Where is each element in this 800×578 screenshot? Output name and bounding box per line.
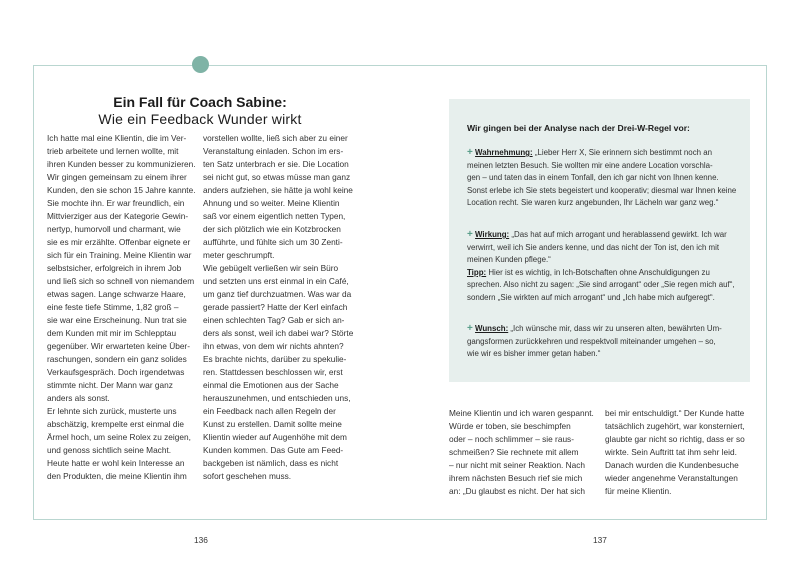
text-line: Verkaufsgespräch. Doch irgendetwas [47, 367, 185, 377]
text-line: anders aufziehen, sie hätte ja wohl keine [203, 185, 353, 195]
text-line: der sich plötzlich wie ein Kotzbrocken [203, 224, 341, 234]
wunsch-term: Wunsch: [475, 324, 509, 333]
text-line: Ärmel hoch, um seine Rolex zu zeigen, [47, 432, 191, 442]
text-line: Kunst zu erstellen. Damit sollte meine [203, 419, 342, 429]
text-line: stimmte nicht. Der Mann war ganz [47, 380, 173, 390]
text-line: herauszunehmen, und entschieden uns, [203, 393, 351, 403]
text-line: ihren Kunden besser zu kommunizieren. [47, 159, 196, 169]
text-line: etwas sagen. Lange schwarze Haare, [47, 289, 186, 299]
wirkung-line: „Das hat auf mich arrogant und herablassend gewirkt. Ich war [509, 230, 727, 239]
wunsch-line: „Ich wünsche mir, dass wir zu unseren alten, bewährten Um- [508, 324, 722, 333]
wunsch-block [467, 323, 737, 361]
text-line: ren. Stattdessen beschlossen wir, erst [203, 367, 343, 377]
text-line: den Produkten, die meine Klientin ihm [47, 471, 187, 481]
text-line: Ahnung und so weiter. Meine Klientin [203, 198, 340, 208]
wirkung-block [467, 229, 737, 304]
case-title: Ein Fall für Coach Sabine: [113, 94, 287, 110]
text-line: selbstsicher, erfolgreich in ihrem Job [47, 263, 182, 273]
plus-icon: + [467, 323, 473, 334]
text-line: und genoss sichtlich seine Macht. [47, 445, 172, 455]
wahrnehmung-line: Sonst erlebe ich Sie stets begeistert und kooperativ; diesmal war Ihnen keine [467, 185, 737, 195]
wirkung-term: Wirkung: [475, 230, 510, 239]
text-line: sei nicht gut, so etwas müsse man ganz [203, 172, 351, 182]
wahrnehmung-term: Wahrnehmung: [475, 148, 533, 157]
text-line: vorstellen wollte, ließ sich aber zu einer [203, 133, 348, 143]
text-line: Sie mochte ihn. Er war freundlich, ein [47, 198, 185, 208]
text-line: ein Feedback nach allen Regeln der [203, 406, 336, 416]
wirkung-line: verwirrt, weil ich Sie anders kenne, und das nicht der Ton ist, den ich mit [467, 242, 720, 252]
text-line: Mittvierziger aus der Kategorie Gewin- [47, 211, 189, 221]
text-line: Würde er toben, sie beschimpfen [449, 421, 571, 431]
text-line: sie war eine Erscheinung. Nun trat sie [47, 315, 187, 325]
tipp-line: sondern „Sie wirkten auf mich arrogant“ und „Ich habe mich aufgeregt“. [467, 292, 715, 302]
text-line: saß vor einem eigentlich netten Typen, [203, 211, 346, 221]
wunsch-line: wie wir es bisher immer getan haben.“ [467, 349, 601, 358]
text-line: einmal die Emotionen aus der Sache [203, 380, 339, 390]
text-line: Wir gingen gemeinsam zu einem ihrer [47, 172, 187, 182]
text-line: an: „Du glaubst es nicht. Der hat sich [449, 486, 586, 496]
wahrnehmung-block [467, 147, 737, 210]
page-number-left: 136 [194, 535, 208, 545]
text-line: sie es mir erzählte. Offenbar eignete er [47, 237, 191, 247]
text-line: wirkte. Sein Auftritt tat ihm sehr leid. [605, 447, 737, 457]
right-text-column-1 [449, 407, 594, 498]
right-text-column-2 [605, 407, 745, 498]
text-line: sofort geschehen muss. [203, 471, 292, 481]
text-line: einen schlechten Tag? Gab er sich an- [203, 315, 345, 325]
middle-text-column [203, 132, 358, 483]
text-line: oder – noch schlimmer – sie raus- [449, 434, 574, 444]
text-line: bei mir entschuldigt.“ Der Kunde hatte [605, 408, 745, 418]
text-line: ders als sonst, weil ich dabei war? Störte [203, 328, 354, 338]
text-line: trieb arbeitete und lernen wollte, mit [47, 146, 179, 156]
text-line: sich für ein Training. Meine Klientin war [47, 250, 192, 260]
text-line: Er lehnte sich zurück, musterte uns [47, 406, 177, 416]
text-line: backgeben ist nämlich, dass es nicht [203, 458, 339, 468]
text-line: Danach wurden die Kundenbesuche [605, 460, 739, 470]
text-line: gerade passiert? Hatte der Kerl einfach [203, 302, 348, 312]
wirkung-line: meinen Kunden pflege.“ [467, 255, 551, 264]
plus-icon: + [467, 147, 473, 158]
text-line: Kunden, den sie schon 15 Jahre kannte. [47, 185, 196, 195]
text-line: Veranstaltung einladen. Schon im ers- [203, 146, 344, 156]
text-line: tatsächlich zugehört, war konsterniert, [605, 421, 745, 431]
text-line: abschätzig, krempelte erst einmal die [47, 419, 184, 429]
text-line: Ich hatte mal eine Klientin, die im Ver- [47, 133, 187, 143]
text-line: Kunden kommen. Das Gute am Feed- [203, 445, 344, 455]
text-line: meter geschrumpft. [203, 250, 275, 260]
text-line: raschungen, sondern ein ganz solides [47, 354, 187, 364]
wahrnehmung-line: meinen letzten Besuch. Sie wollten mir eine andere Location vorschla- [467, 160, 713, 170]
wahrnehmung-line: Location recht. Sie waren kurz angebunden, Ihr Lächeln war ganz weg.“ [467, 198, 719, 207]
text-line: Meine Klientin und ich waren gespannt. [449, 408, 594, 418]
tipp-term: Tipp: [467, 267, 487, 277]
text-line: anders als sonst. [47, 393, 110, 403]
wahrnehmung-line: „Lieber Herr X, Sie erinnern sich bestimmt noch an [532, 148, 712, 157]
text-line: und setzten uns erst einmal in ein Café, [203, 276, 349, 286]
text-line: dem Kunden mit mir im Schlepptau [47, 328, 177, 338]
text-line: schmeißen? Sie rechnete mit allem [449, 447, 579, 457]
text-line: um ganz tief durchzuatmen. Was war da [203, 289, 352, 299]
wunsch-line: gangsformen zurückkehren und respektvoll miteinander umgehen – so, [467, 336, 716, 346]
text-line: für meine Klientin. [605, 486, 672, 496]
info-box-title: Wir gingen bei der Analyse nach der Drei-W-Regel vor: [467, 123, 690, 133]
case-subtitle: Wie ein Feedback Wunder wirkt [98, 111, 302, 127]
text-line: nertyp, humorvoll und charmant, wie [47, 224, 181, 234]
tipp-line: sprechen. Also nicht zu sagen: „Sie sind arrogant“ oder „Sie regen mich auf“, [467, 280, 735, 289]
text-line: Wie gebügelt verließen wir sein Büro [203, 263, 339, 273]
plus-icon: + [467, 229, 473, 240]
text-line: und ließ sich so schnell von niemandem [47, 276, 195, 286]
text-line: aufführte, und fühlte sich um 30 Zenti- [203, 237, 343, 247]
text-line: glaubte gar nicht so richtig, dass er so [605, 434, 745, 444]
text-line: ihn etwas, von dem wir nichts ahnten? [203, 341, 344, 351]
page-number-right: 137 [593, 535, 607, 545]
text-line: Es brachte nichts, darüber zu spekulie- [203, 354, 347, 364]
wahrnehmung-line: gen – und taten das in einem Tonfall, den ich gar nicht von Ihnen kenne. [467, 173, 719, 182]
text-line: eine feste tiefe Stimme, 1,82 groß – [47, 302, 179, 312]
text-line: ten Satz unterbrach er sie. Die Location [203, 159, 349, 169]
text-line: Heute hatte er wohl kein Interesse an [47, 458, 185, 468]
text-line: Klientin wieder auf Augenhöhe mit dem [203, 432, 347, 442]
left-text-column [47, 132, 197, 483]
case-heading [50, 94, 350, 128]
text-line: wieder angenehme Veranstaltungen [605, 473, 738, 483]
text-line: ihrem nächsten Besuch rief sie mich [449, 473, 583, 483]
text-line: gegenüber. Wir erwarteten keine Über- [47, 341, 190, 351]
tipp-line: Hier ist es wichtig, in Ich-Botschaften ohne Anschuldigungen zu [486, 267, 710, 277]
accent-dot [192, 56, 209, 73]
text-line: – nur nicht mit seiner Reaktion. Nach [449, 460, 586, 470]
